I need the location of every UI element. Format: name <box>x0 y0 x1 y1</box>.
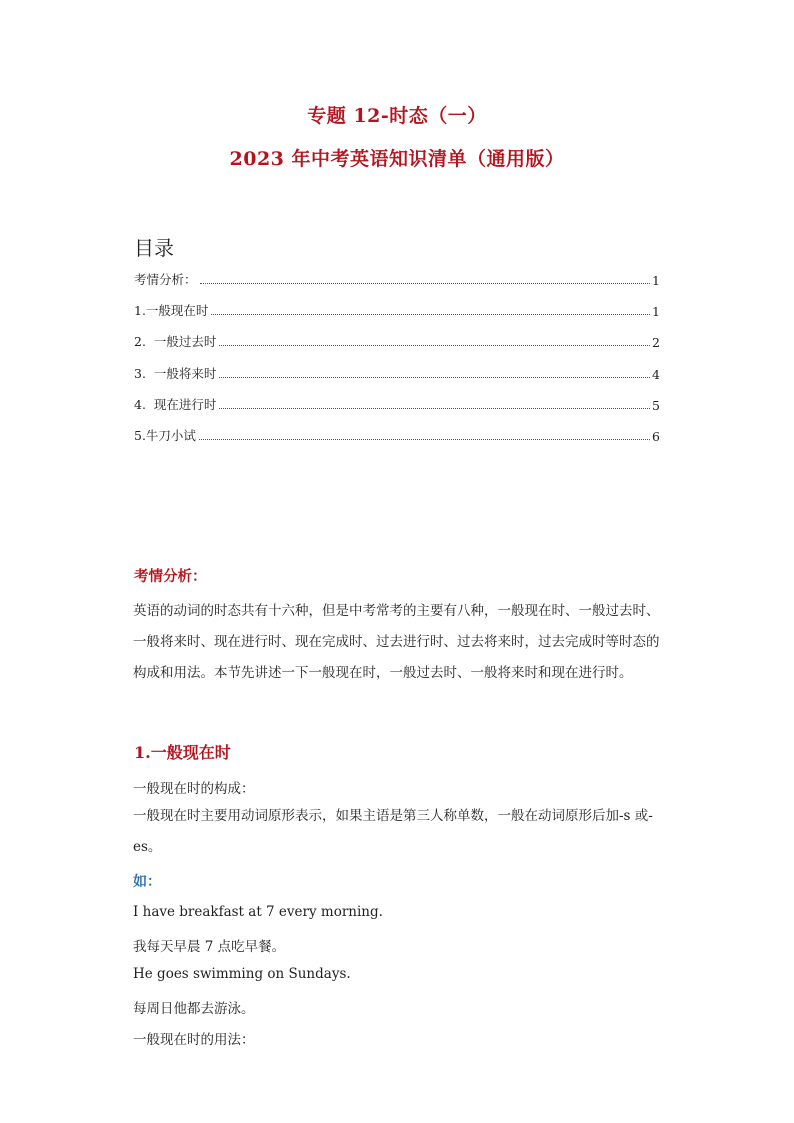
usage-label: 一般现在时的用法： <box>133 1032 255 1048</box>
example-sentence: He goes swimming on Sundays. <box>133 966 351 982</box>
toc-dot-leader <box>219 407 650 409</box>
toc-entry-page: 1 <box>652 273 660 288</box>
toc-entry-label: 4. 现在进行时 <box>134 397 217 412</box>
formation-label: 一般现在时的构成： <box>133 781 255 797</box>
toc-dot-leader <box>211 313 650 315</box>
document-title: 专题 12-时态（一） <box>307 105 487 127</box>
analysis-paragraph: 英语的动词的时态共有十六种，但是中考常考的主要有八种，一般现在时、一般过去时、一般将来时、现在进行时、现在完成时、过去进行时、过去将来时，过去完成时等时态的构成和用法。本节先讲述一下一般现在时，一般过去时、一般将来时和现在进行时。 <box>133 603 660 681</box>
toc-entry-label: 1.一般现在时 <box>134 303 209 318</box>
analysis-heading: 考情分析： <box>134 568 207 585</box>
toc-entry-page: 4 <box>652 367 660 382</box>
toc-entry[interactable] <box>134 424 660 444</box>
document-subtitle: 2023 年中考英语知识清单（通用版） <box>229 148 565 170</box>
example-translation: 我每天早晨 7 点吃早餐。 <box>133 939 286 955</box>
toc-dot-leader <box>200 282 651 284</box>
formation-paragraph: 一般现在时主要用动词原形表示，如果主语是第三人称单数，一般在动词原形后加-s 或-es。 <box>133 808 653 855</box>
toc-dot-leader <box>219 344 650 346</box>
toc-entry-page: 1 <box>652 304 660 319</box>
toc-entry-page: 2 <box>652 335 660 350</box>
toc-heading: 目录 <box>134 236 174 260</box>
example-sentence: I have breakfast at 7 every morning. <box>133 904 383 920</box>
toc-dot-leader <box>199 438 650 440</box>
toc-entry-page: 5 <box>652 398 660 413</box>
toc-entry-label: 3. 一般将来时 <box>134 366 217 381</box>
toc-entry[interactable] <box>134 393 660 413</box>
example-label: 如： <box>133 874 161 890</box>
toc-entry[interactable] <box>134 362 660 382</box>
toc-entry[interactable] <box>134 330 660 350</box>
toc-entry-label: 5.牛刀小试 <box>134 428 196 443</box>
toc-entry[interactable] <box>134 299 660 319</box>
section-heading-present-simple: 1.一般现在时 <box>134 743 231 762</box>
toc-dot-leader <box>219 376 650 378</box>
toc-entry[interactable] <box>134 268 660 288</box>
toc-entry-label: 考情分析： <box>134 272 197 287</box>
toc-entry-label: 2. 一般过去时 <box>134 334 217 349</box>
toc-entry-page: 6 <box>652 429 660 444</box>
example-translation: 每周日他都去游泳。 <box>133 1001 255 1017</box>
